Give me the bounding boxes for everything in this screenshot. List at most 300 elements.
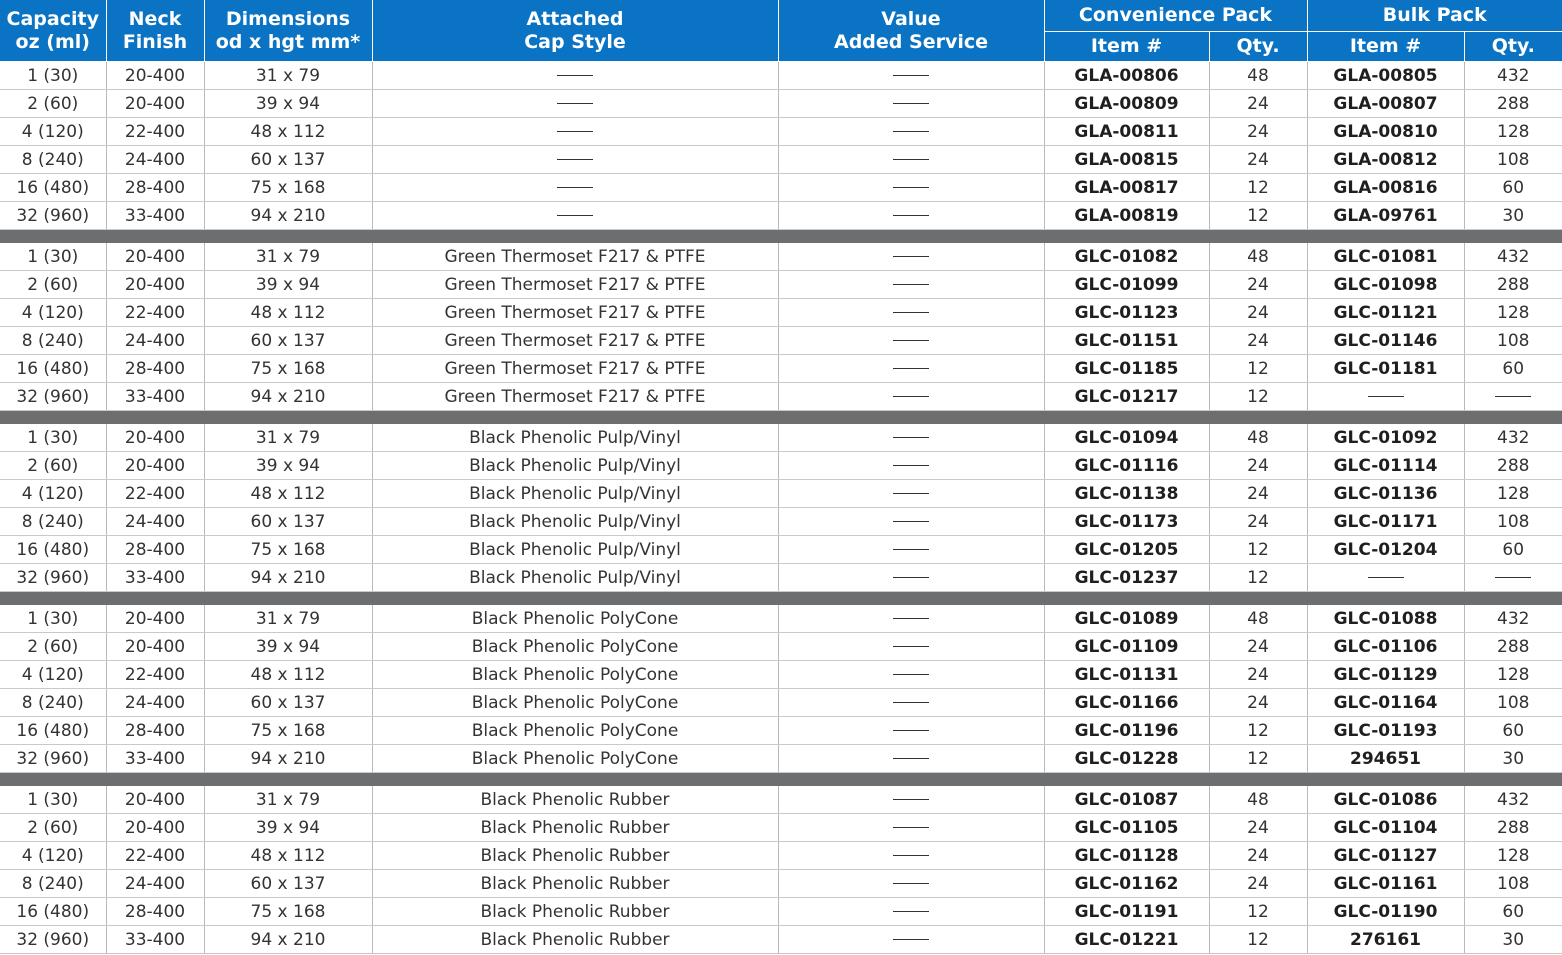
cell-convenience-qty: 12 bbox=[1209, 536, 1307, 564]
cell-neck-finish: 24-400 bbox=[106, 327, 204, 355]
cell-dimensions: 75 x 168 bbox=[204, 355, 372, 383]
cell-cap-style: Black Phenolic Pulp/Vinyl bbox=[372, 424, 778, 452]
cell-bulk-item: GLC-01146 bbox=[1307, 327, 1464, 355]
table-row bbox=[0, 842, 1562, 870]
cell-value-added-service bbox=[778, 745, 1044, 773]
cell-bulk-item bbox=[1307, 383, 1464, 411]
table-row bbox=[0, 146, 1562, 174]
cell-value-added-service bbox=[778, 480, 1044, 508]
cell-bulk-qty: 30 bbox=[1464, 202, 1562, 230]
cell-cap-style bbox=[372, 202, 778, 230]
cell-bulk-qty: 108 bbox=[1464, 327, 1562, 355]
cell-cap-style: Green Thermoset F217 & PTFE bbox=[372, 271, 778, 299]
cell-dimensions: 31 x 79 bbox=[204, 786, 372, 814]
table-row bbox=[0, 689, 1562, 717]
empty-dash bbox=[893, 577, 929, 578]
cell-dimensions: 39 x 94 bbox=[204, 452, 372, 480]
cell-convenience-qty: 12 bbox=[1209, 926, 1307, 954]
cell-bulk-qty: 128 bbox=[1464, 661, 1562, 689]
group-divider bbox=[0, 230, 1562, 244]
cell-bulk-qty: 432 bbox=[1464, 243, 1562, 271]
cell-convenience-item: GLA-00819 bbox=[1044, 202, 1209, 230]
empty-dash bbox=[893, 827, 929, 828]
cell-convenience-item: GLC-01099 bbox=[1044, 271, 1209, 299]
cell-capacity: 8 (240) bbox=[0, 327, 106, 355]
empty-dash bbox=[893, 75, 929, 76]
cell-bulk-qty: 60 bbox=[1464, 898, 1562, 926]
cell-convenience-qty: 12 bbox=[1209, 202, 1307, 230]
cell-neck-finish: 33-400 bbox=[106, 926, 204, 954]
cell-capacity: 4 (120) bbox=[0, 118, 106, 146]
table-row bbox=[0, 717, 1562, 745]
empty-dash bbox=[893, 883, 929, 884]
cell-bulk-qty: 108 bbox=[1464, 508, 1562, 536]
cell-value-added-service bbox=[778, 355, 1044, 383]
cell-cap-style: Black Phenolic Pulp/Vinyl bbox=[372, 564, 778, 592]
cell-dimensions: 39 x 94 bbox=[204, 814, 372, 842]
table-row bbox=[0, 383, 1562, 411]
empty-dash bbox=[1368, 577, 1404, 578]
cell-convenience-qty: 24 bbox=[1209, 118, 1307, 146]
cell-capacity: 16 (480) bbox=[0, 174, 106, 202]
header-dimensions: Dimensions od x hgt mm* bbox=[204, 0, 372, 62]
cell-convenience-item: GLC-01116 bbox=[1044, 452, 1209, 480]
cell-bulk-qty: 30 bbox=[1464, 926, 1562, 954]
cell-cap-style: Green Thermoset F217 & PTFE bbox=[372, 355, 778, 383]
cell-value-added-service bbox=[778, 383, 1044, 411]
cell-bulk-qty: 128 bbox=[1464, 842, 1562, 870]
group-divider-bar bbox=[0, 773, 1562, 787]
table-row bbox=[0, 870, 1562, 898]
cell-capacity: 8 (240) bbox=[0, 146, 106, 174]
cell-convenience-item: GLC-01217 bbox=[1044, 383, 1209, 411]
cell-neck-finish: 28-400 bbox=[106, 174, 204, 202]
cell-convenience-qty: 24 bbox=[1209, 327, 1307, 355]
cell-bulk-item: GLA-00810 bbox=[1307, 118, 1464, 146]
cell-dimensions: 39 x 94 bbox=[204, 633, 372, 661]
cell-bulk-item: 294651 bbox=[1307, 745, 1464, 773]
cell-convenience-item: GLC-01087 bbox=[1044, 786, 1209, 814]
cell-cap-style bbox=[372, 62, 778, 90]
cell-dimensions: 48 x 112 bbox=[204, 661, 372, 689]
table-row bbox=[0, 202, 1562, 230]
cell-convenience-qty: 12 bbox=[1209, 383, 1307, 411]
cell-value-added-service bbox=[778, 661, 1044, 689]
empty-dash bbox=[1368, 396, 1404, 397]
cell-convenience-item: GLC-01191 bbox=[1044, 898, 1209, 926]
table-row bbox=[0, 299, 1562, 327]
cell-convenience-qty: 48 bbox=[1209, 605, 1307, 633]
empty-dash bbox=[893, 549, 929, 550]
cell-convenience-qty: 24 bbox=[1209, 90, 1307, 118]
cell-convenience-item: GLC-01105 bbox=[1044, 814, 1209, 842]
cell-value-added-service bbox=[778, 564, 1044, 592]
table-row bbox=[0, 424, 1562, 452]
cell-cap-style: Black Phenolic Rubber bbox=[372, 786, 778, 814]
cell-value-added-service bbox=[778, 898, 1044, 926]
group-divider bbox=[0, 592, 1562, 606]
cell-capacity: 8 (240) bbox=[0, 508, 106, 536]
cell-convenience-qty: 24 bbox=[1209, 452, 1307, 480]
cell-capacity: 2 (60) bbox=[0, 633, 106, 661]
cell-dimensions: 39 x 94 bbox=[204, 90, 372, 118]
cell-capacity: 1 (30) bbox=[0, 786, 106, 814]
cell-dimensions: 48 x 112 bbox=[204, 842, 372, 870]
cell-convenience-qty: 48 bbox=[1209, 786, 1307, 814]
cell-value-added-service bbox=[778, 146, 1044, 174]
cell-neck-finish: 33-400 bbox=[106, 564, 204, 592]
cell-bulk-item: GLC-01127 bbox=[1307, 842, 1464, 870]
cell-neck-finish: 22-400 bbox=[106, 661, 204, 689]
cell-cap-style: Black Phenolic PolyCone bbox=[372, 661, 778, 689]
cell-value-added-service bbox=[778, 508, 1044, 536]
cell-bulk-qty: 60 bbox=[1464, 536, 1562, 564]
group-divider-bar bbox=[0, 411, 1562, 425]
cell-convenience-item: GLC-01128 bbox=[1044, 842, 1209, 870]
table-row bbox=[0, 564, 1562, 592]
empty-dash bbox=[893, 855, 929, 856]
header-bulk-qty: Qty. bbox=[1464, 31, 1562, 62]
cell-bulk-qty: 288 bbox=[1464, 271, 1562, 299]
cell-convenience-qty: 24 bbox=[1209, 870, 1307, 898]
cell-value-added-service bbox=[778, 452, 1044, 480]
table-row bbox=[0, 745, 1562, 773]
cell-bulk-qty: 288 bbox=[1464, 90, 1562, 118]
cell-bulk-item: GLC-01086 bbox=[1307, 786, 1464, 814]
cell-capacity: 1 (30) bbox=[0, 605, 106, 633]
cell-dimensions: 48 x 112 bbox=[204, 480, 372, 508]
cell-capacity: 32 (960) bbox=[0, 202, 106, 230]
table-header bbox=[0, 0, 1562, 62]
cell-dimensions: 94 x 210 bbox=[204, 564, 372, 592]
cell-neck-finish: 33-400 bbox=[106, 202, 204, 230]
empty-dash bbox=[893, 340, 929, 341]
cell-neck-finish: 20-400 bbox=[106, 271, 204, 299]
cell-bulk-item: GLA-00816 bbox=[1307, 174, 1464, 202]
cell-cap-style: Green Thermoset F217 & PTFE bbox=[372, 383, 778, 411]
table-row bbox=[0, 118, 1562, 146]
cell-cap-style: Black Phenolic Rubber bbox=[372, 898, 778, 926]
cell-cap-style: Black Phenolic Rubber bbox=[372, 926, 778, 954]
empty-dash bbox=[557, 131, 593, 132]
cell-convenience-qty: 48 bbox=[1209, 424, 1307, 452]
cell-bulk-qty: 288 bbox=[1464, 452, 1562, 480]
cell-capacity: 32 (960) bbox=[0, 383, 106, 411]
cell-value-added-service bbox=[778, 536, 1044, 564]
cell-convenience-qty: 48 bbox=[1209, 62, 1307, 90]
cell-convenience-qty: 24 bbox=[1209, 299, 1307, 327]
cell-value-added-service bbox=[778, 926, 1044, 954]
group-divider-bar bbox=[0, 592, 1562, 606]
empty-dash bbox=[893, 521, 929, 522]
cell-convenience-qty: 24 bbox=[1209, 689, 1307, 717]
cell-value-added-service bbox=[778, 717, 1044, 745]
cell-cap-style: Black Phenolic Pulp/Vinyl bbox=[372, 480, 778, 508]
cell-bulk-qty: 432 bbox=[1464, 605, 1562, 633]
cell-bulk-qty: 60 bbox=[1464, 174, 1562, 202]
cell-neck-finish: 20-400 bbox=[106, 62, 204, 90]
empty-dash bbox=[557, 75, 593, 76]
cell-cap-style: Black Phenolic PolyCone bbox=[372, 633, 778, 661]
cell-convenience-item: GLC-01221 bbox=[1044, 926, 1209, 954]
cell-cap-style: Black Phenolic PolyCone bbox=[372, 689, 778, 717]
empty-dash bbox=[893, 646, 929, 647]
cell-bulk-item: GLC-01114 bbox=[1307, 452, 1464, 480]
cell-convenience-qty: 48 bbox=[1209, 243, 1307, 271]
cell-bulk-item: GLC-01204 bbox=[1307, 536, 1464, 564]
cell-neck-finish: 28-400 bbox=[106, 355, 204, 383]
cell-convenience-item: GLC-01123 bbox=[1044, 299, 1209, 327]
cell-convenience-qty: 24 bbox=[1209, 271, 1307, 299]
cell-convenience-item: GLA-00817 bbox=[1044, 174, 1209, 202]
cell-capacity: 4 (120) bbox=[0, 661, 106, 689]
cell-convenience-item: GLA-00811 bbox=[1044, 118, 1209, 146]
empty-dash bbox=[893, 131, 929, 132]
cell-cap-style bbox=[372, 90, 778, 118]
cell-bulk-item: GLC-01161 bbox=[1307, 870, 1464, 898]
cell-bulk-item: GLC-01193 bbox=[1307, 717, 1464, 745]
cell-convenience-item: GLC-01173 bbox=[1044, 508, 1209, 536]
cell-neck-finish: 20-400 bbox=[106, 452, 204, 480]
table-row bbox=[0, 661, 1562, 689]
group-divider-bar bbox=[0, 230, 1562, 244]
cell-convenience-qty: 12 bbox=[1209, 564, 1307, 592]
empty-dash bbox=[893, 396, 929, 397]
cell-neck-finish: 22-400 bbox=[106, 842, 204, 870]
empty-dash bbox=[893, 465, 929, 466]
cell-capacity: 2 (60) bbox=[0, 452, 106, 480]
cell-value-added-service bbox=[778, 299, 1044, 327]
cell-capacity: 16 (480) bbox=[0, 536, 106, 564]
table-row bbox=[0, 898, 1562, 926]
cell-bulk-item: GLC-01104 bbox=[1307, 814, 1464, 842]
header-convenience-pack: Convenience Pack bbox=[1044, 0, 1307, 31]
empty-dash bbox=[557, 159, 593, 160]
cell-cap-style: Green Thermoset F217 & PTFE bbox=[372, 299, 778, 327]
cell-cap-style: Black Phenolic Rubber bbox=[372, 814, 778, 842]
cell-convenience-qty: 24 bbox=[1209, 146, 1307, 174]
cell-bulk-qty bbox=[1464, 564, 1562, 592]
cell-bulk-qty: 108 bbox=[1464, 146, 1562, 174]
empty-dash bbox=[893, 911, 929, 912]
cell-bulk-item: GLC-01092 bbox=[1307, 424, 1464, 452]
cell-dimensions: 31 x 79 bbox=[204, 424, 372, 452]
cell-convenience-item: GLC-01138 bbox=[1044, 480, 1209, 508]
cell-capacity: 4 (120) bbox=[0, 842, 106, 870]
cell-neck-finish: 33-400 bbox=[106, 745, 204, 773]
cell-dimensions: 94 x 210 bbox=[204, 383, 372, 411]
cell-neck-finish: 20-400 bbox=[106, 90, 204, 118]
cell-neck-finish: 24-400 bbox=[106, 870, 204, 898]
cell-bulk-item: GLC-01181 bbox=[1307, 355, 1464, 383]
table-row bbox=[0, 62, 1562, 90]
cell-bulk-item: GLA-00812 bbox=[1307, 146, 1464, 174]
cell-bulk-item bbox=[1307, 564, 1464, 592]
table-row bbox=[0, 90, 1562, 118]
cell-convenience-qty: 24 bbox=[1209, 842, 1307, 870]
cell-value-added-service bbox=[778, 842, 1044, 870]
table-row bbox=[0, 327, 1562, 355]
cell-value-added-service bbox=[778, 633, 1044, 661]
empty-dash bbox=[893, 284, 929, 285]
table-row bbox=[0, 605, 1562, 633]
cell-convenience-qty: 12 bbox=[1209, 355, 1307, 383]
cell-neck-finish: 20-400 bbox=[106, 424, 204, 452]
cell-dimensions: 48 x 112 bbox=[204, 118, 372, 146]
cell-bulk-qty: 60 bbox=[1464, 355, 1562, 383]
cell-convenience-qty: 24 bbox=[1209, 480, 1307, 508]
table-row bbox=[0, 814, 1562, 842]
cell-convenience-item: GLC-01094 bbox=[1044, 424, 1209, 452]
cell-value-added-service bbox=[778, 271, 1044, 299]
empty-dash bbox=[893, 103, 929, 104]
empty-dash bbox=[893, 674, 929, 675]
cell-dimensions: 31 x 79 bbox=[204, 243, 372, 271]
cell-value-added-service bbox=[778, 870, 1044, 898]
cell-value-added-service bbox=[778, 814, 1044, 842]
cell-bulk-qty: 432 bbox=[1464, 62, 1562, 90]
cell-dimensions: 31 x 79 bbox=[204, 62, 372, 90]
empty-dash bbox=[557, 187, 593, 188]
cell-capacity: 32 (960) bbox=[0, 926, 106, 954]
cell-convenience-qty: 24 bbox=[1209, 661, 1307, 689]
cell-bulk-qty: 60 bbox=[1464, 717, 1562, 745]
cell-bulk-item: GLC-01129 bbox=[1307, 661, 1464, 689]
cell-value-added-service bbox=[778, 243, 1044, 271]
cell-neck-finish: 24-400 bbox=[106, 689, 204, 717]
cell-bulk-qty: 108 bbox=[1464, 870, 1562, 898]
empty-dash bbox=[893, 159, 929, 160]
cell-neck-finish: 20-400 bbox=[106, 633, 204, 661]
cell-cap-style: Green Thermoset F217 & PTFE bbox=[372, 243, 778, 271]
cell-convenience-qty: 12 bbox=[1209, 745, 1307, 773]
empty-dash bbox=[557, 215, 593, 216]
empty-dash bbox=[1495, 577, 1531, 578]
table-body bbox=[0, 62, 1562, 954]
cell-neck-finish: 28-400 bbox=[106, 536, 204, 564]
cell-bulk-qty: 432 bbox=[1464, 786, 1562, 814]
empty-dash bbox=[893, 730, 929, 731]
header-capacity: Capacity oz (ml) bbox=[0, 0, 106, 62]
cell-bulk-item: GLC-01098 bbox=[1307, 271, 1464, 299]
cell-dimensions: 75 x 168 bbox=[204, 898, 372, 926]
cell-bulk-qty: 30 bbox=[1464, 745, 1562, 773]
cell-value-added-service bbox=[778, 62, 1044, 90]
cell-convenience-item: GLC-01089 bbox=[1044, 605, 1209, 633]
cell-value-added-service bbox=[778, 689, 1044, 717]
cell-value-added-service bbox=[778, 174, 1044, 202]
cell-convenience-qty: 12 bbox=[1209, 174, 1307, 202]
cell-cap-style bbox=[372, 174, 778, 202]
cell-capacity: 8 (240) bbox=[0, 689, 106, 717]
cell-capacity: 32 (960) bbox=[0, 745, 106, 773]
cell-cap-style: Black Phenolic Rubber bbox=[372, 842, 778, 870]
cell-value-added-service bbox=[778, 327, 1044, 355]
cell-convenience-item: GLC-01082 bbox=[1044, 243, 1209, 271]
cell-bulk-qty: 128 bbox=[1464, 118, 1562, 146]
cell-capacity: 1 (30) bbox=[0, 243, 106, 271]
empty-dash bbox=[893, 758, 929, 759]
header-bulk-pack: Bulk Pack bbox=[1307, 0, 1562, 31]
cell-dimensions: 75 x 168 bbox=[204, 174, 372, 202]
cell-value-added-service bbox=[778, 202, 1044, 230]
cell-bulk-qty: 128 bbox=[1464, 480, 1562, 508]
cell-cap-style: Black Phenolic Pulp/Vinyl bbox=[372, 508, 778, 536]
empty-dash bbox=[557, 103, 593, 104]
cell-capacity: 4 (120) bbox=[0, 299, 106, 327]
cell-convenience-qty: 24 bbox=[1209, 508, 1307, 536]
cell-dimensions: 48 x 112 bbox=[204, 299, 372, 327]
cell-value-added-service bbox=[778, 90, 1044, 118]
cell-neck-finish: 28-400 bbox=[106, 717, 204, 745]
table-row bbox=[0, 633, 1562, 661]
cell-capacity: 2 (60) bbox=[0, 271, 106, 299]
cell-capacity: 16 (480) bbox=[0, 355, 106, 383]
cell-bulk-item: GLC-01081 bbox=[1307, 243, 1464, 271]
cell-convenience-qty: 24 bbox=[1209, 633, 1307, 661]
table-row bbox=[0, 174, 1562, 202]
cell-dimensions: 94 x 210 bbox=[204, 202, 372, 230]
empty-dash bbox=[893, 437, 929, 438]
cell-convenience-item: GLC-01109 bbox=[1044, 633, 1209, 661]
cell-dimensions: 60 x 137 bbox=[204, 689, 372, 717]
header-bulk-item: Item # bbox=[1307, 31, 1464, 62]
cell-convenience-item: GLA-00809 bbox=[1044, 90, 1209, 118]
cell-convenience-item: GLC-01151 bbox=[1044, 327, 1209, 355]
cell-dimensions: 60 x 137 bbox=[204, 327, 372, 355]
cell-cap-style bbox=[372, 118, 778, 146]
cell-value-added-service bbox=[778, 424, 1044, 452]
cell-capacity: 1 (30) bbox=[0, 424, 106, 452]
cell-capacity: 4 (120) bbox=[0, 480, 106, 508]
cell-neck-finish: 20-400 bbox=[106, 605, 204, 633]
cell-cap-style bbox=[372, 146, 778, 174]
cell-dimensions: 94 x 210 bbox=[204, 926, 372, 954]
empty-dash bbox=[893, 493, 929, 494]
cell-dimensions: 75 x 168 bbox=[204, 717, 372, 745]
cell-convenience-item: GLC-01205 bbox=[1044, 536, 1209, 564]
cell-bulk-qty bbox=[1464, 383, 1562, 411]
table-row bbox=[0, 926, 1562, 954]
cell-capacity: 1 (30) bbox=[0, 62, 106, 90]
group-divider bbox=[0, 411, 1562, 425]
empty-dash bbox=[893, 256, 929, 257]
table-row bbox=[0, 452, 1562, 480]
table-row bbox=[0, 355, 1562, 383]
cell-capacity: 2 (60) bbox=[0, 814, 106, 842]
cell-bulk-item: GLA-00805 bbox=[1307, 62, 1464, 90]
cell-neck-finish: 33-400 bbox=[106, 383, 204, 411]
cell-cap-style: Black Phenolic Pulp/Vinyl bbox=[372, 536, 778, 564]
cell-convenience-item: GLC-01166 bbox=[1044, 689, 1209, 717]
cell-bulk-item: GLA-09761 bbox=[1307, 202, 1464, 230]
cell-convenience-item: GLC-01131 bbox=[1044, 661, 1209, 689]
cell-convenience-item: GLA-00815 bbox=[1044, 146, 1209, 174]
table-row bbox=[0, 786, 1562, 814]
cell-neck-finish: 20-400 bbox=[106, 786, 204, 814]
cell-bulk-qty: 288 bbox=[1464, 633, 1562, 661]
table-row bbox=[0, 480, 1562, 508]
cell-capacity: 8 (240) bbox=[0, 870, 106, 898]
cell-bulk-item: GLC-01121 bbox=[1307, 299, 1464, 327]
cell-convenience-item: GLC-01228 bbox=[1044, 745, 1209, 773]
empty-dash bbox=[893, 187, 929, 188]
cell-convenience-item: GLC-01196 bbox=[1044, 717, 1209, 745]
cell-dimensions: 75 x 168 bbox=[204, 536, 372, 564]
cell-dimensions: 39 x 94 bbox=[204, 271, 372, 299]
cell-convenience-qty: 12 bbox=[1209, 717, 1307, 745]
cell-neck-finish: 20-400 bbox=[106, 243, 204, 271]
